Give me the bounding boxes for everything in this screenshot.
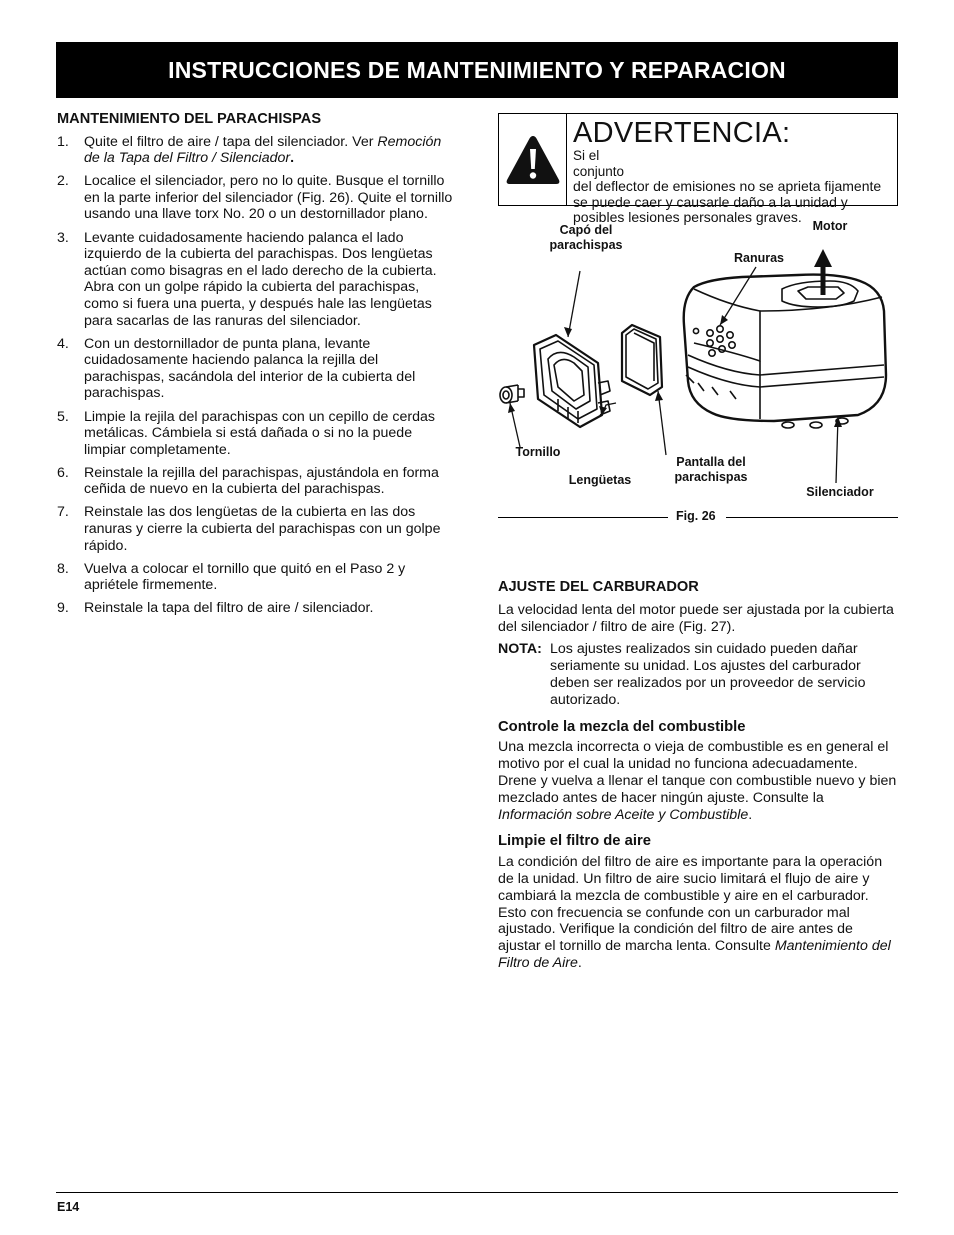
label-capo: Capó del parachispas: [549, 223, 623, 252]
fuel-mix-body: Una mezcla incorrecta o vieja de combustible es en general el motivo por el cual la unidad no funciona adecuadamente. Drene y vuelva a llenar el tanque con combustible nuevo y bien mezclado antes de hacer ningún ajuste. Consulte la: [498, 739, 897, 806]
step-text: Vuelva a colocar el tornillo que quitó en el Paso 2 y apriétele firmemente.: [84, 560, 406, 594]
muffler-drawing: [684, 275, 886, 428]
label-motor: Motor: [812, 219, 848, 233]
caption-rule-right: [726, 517, 898, 518]
step-text: Reinstale las dos lengüetas de la cubierta en las dos ranuras y cierre la cubierta del parachispas con un golpe rápido.: [84, 504, 441, 554]
list-item: [57, 230, 457, 330]
list-item: [57, 465, 457, 498]
step-number: 5.: [57, 408, 69, 425]
label-tornillo: Tornillo: [515, 445, 561, 459]
note-label: NOTA:: [498, 641, 542, 658]
figure-caption-rule: [498, 509, 898, 523]
list-item: [57, 504, 457, 554]
warning-title: ADVERTENCIA:: [573, 117, 791, 149]
list-item: [57, 336, 457, 402]
steps-list: [57, 134, 457, 617]
list-item: [57, 173, 457, 223]
fuel-mix-heading: Controle la mezcla del combustible: [498, 718, 746, 735]
cover-drawing: [534, 335, 610, 427]
caption-rule-left: [498, 517, 668, 518]
right-column: [498, 579, 898, 978]
air-filter-end: .: [577, 954, 582, 971]
carburetor-heading: AJUSTE DEL CARBURADOR: [498, 579, 699, 595]
spark-arrestor-heading: MANTENIMIENTO DEL PARACHISPAS: [57, 111, 322, 127]
fuel-mix-reference: Información sobre Aceite y Combustible: [498, 806, 749, 823]
step-text: Reinstale la tapa del filtro de aire / silenciador.: [84, 600, 374, 617]
label-ranuras: Ranuras: [733, 251, 785, 265]
section-banner: [56, 42, 898, 98]
screw-drawing: [500, 385, 524, 403]
step-number: 4.: [57, 335, 69, 352]
step-number: 7.: [57, 504, 69, 521]
air-filter-body: La condición del filtro de aire es importante para la operación de la unidad. Un filtro de aire sucio limitará el flujo de aire y cambiará la mezcla de combustible y aire en el carburador. Esto con frecuencia se confunde con un carburador mal ajustado. Verifique la condición del filtro de aire antes de ajustar el tornillo de marcha lenta. Consulte: [498, 854, 883, 955]
step-end: .: [290, 150, 295, 167]
step-reference: Remoción de la Tapa del Filtro / Silenciador: [84, 133, 442, 167]
motor-arrow-icon: [814, 249, 832, 295]
screen-drawing: [622, 325, 662, 395]
list-item: [57, 561, 457, 594]
step-number: 9.: [57, 600, 69, 617]
label-silenciador: Silenciador: [806, 485, 874, 499]
fuel-mix-text: [498, 739, 898, 823]
page-number: E14: [57, 1200, 80, 1214]
step-text: [84, 134, 457, 167]
air-filter-text: [498, 854, 898, 972]
note-block: [498, 641, 898, 708]
step-number: 2.: [57, 173, 69, 190]
list-item: [57, 600, 457, 617]
step-text: Localice el silenciador, pero no lo quite. Busque el tornillo en la parte inferior del silenciador (Fig. 26). Quite el tornillo usando una llave torx No. 20 o un destornillador plano.: [84, 173, 453, 223]
step-number: 1.: [57, 133, 69, 150]
label-lenguetas: Lengüetas: [568, 473, 632, 487]
step-text: Limpie la rejila del parachispas con un cepillo de cerdas metálicas. Cámbiela si está dañada o si no la puede limpiar completamente.: [84, 408, 435, 458]
step-text: Reinstale la rejilla del parachispas, ajustándola en forma ceñida de nuevo en la cubierta del parachispas.: [84, 464, 439, 498]
warning-triangle-icon: [499, 114, 567, 205]
air-filter-heading: Limpie el filtro de aire: [498, 833, 651, 850]
note-text: Los ajustes realizados sin cuidado pueden dañar seriamente su unidad. Los ajustes del carburador deben ser realizados por un proveedor de servicio autorizado.: [550, 641, 866, 708]
footer-rule: [56, 1192, 898, 1193]
step-number: 6.: [57, 464, 69, 481]
step-number: 8.: [57, 560, 69, 577]
carburetor-intro: La velocidad lenta del motor puede ser ajustada por la cubierta del silenciador / filtro de aire (Fig. 27).: [498, 601, 894, 635]
step-text-main: Quite el filtro de aire / tapa del silenciador. Ver: [84, 133, 374, 150]
list-item: [57, 134, 457, 167]
list-item: [57, 409, 457, 459]
figure-caption: Fig. 26: [676, 509, 716, 523]
warning-text: del deflector de emisiones no se aprieta fijamente se puede caer y causarle daño a la unidad y posibles lesiones personales graves.: [573, 178, 882, 226]
step-text: Levante cuidadosamente haciendo palanca el lado izquierdo de la cubierta del parachispas. Dos lengüetas actúan como bisagras en el lado derecho de la cubierta. Abra con un golpe rápido la cubierta del parachispas, como si fuera una puerta, y después hale las lengüetas para sacarlas de las ranuras del silenciador.: [84, 229, 437, 329]
left-column: [57, 111, 457, 624]
step-number: 3.: [57, 229, 69, 246]
warning-lead: Si el conjunto: [573, 148, 625, 179]
section-title: INSTRUCCIONES DE MANTENIMIENTO Y REPARACION: [168, 56, 786, 83]
air-filter-reference: Mantenimiento del Filtro de Aire: [498, 938, 891, 971]
figure-26: [498, 215, 898, 530]
label-pantalla: Pantalla del parachispas: [674, 455, 748, 484]
fuel-mix-end: .: [748, 806, 753, 823]
step-text: Con un destornillador de punta plana, levante cuidadosamente haciendo palanca la rejilla del parachispas, sacándola del interior de la cubierta del parachispas.: [84, 335, 416, 402]
